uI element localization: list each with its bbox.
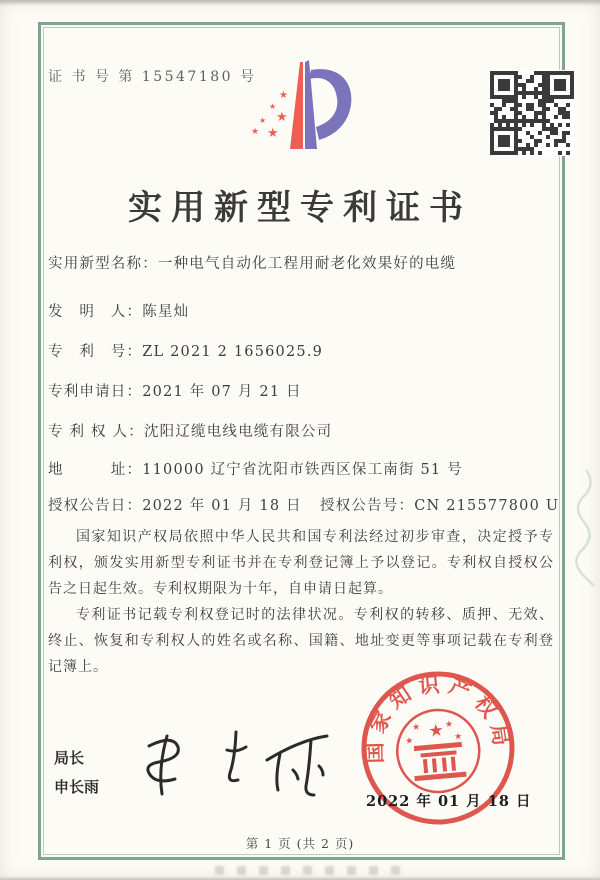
field-utility-model-name (48, 252, 456, 273)
svg-text:★: ★ (444, 719, 454, 731)
logo-red-spike (290, 62, 303, 149)
svg-text:★: ★ (269, 102, 277, 111)
signer-title: 局长 (54, 749, 85, 767)
handwritten-signature (135, 726, 335, 812)
scan-ghost-marks (215, 866, 405, 875)
official-seal (330, 640, 547, 857)
field-label: 专 利 号： (48, 344, 143, 360)
field-address (48, 458, 463, 479)
field-label: 实用新型名称： (48, 256, 158, 272)
svg-text:★: ★ (276, 110, 288, 125)
field-value: 110000 辽宁省沈阳市铁西区保工南街 51 号 (142, 462, 463, 478)
svg-text:★: ★ (259, 116, 267, 125)
scan-edge-top (0, 0, 600, 6)
logo-stars (251, 90, 288, 141)
certificate-number: 证 书 号 第 15547180 号 (48, 69, 257, 85)
cnipa-logo-icon (243, 56, 373, 168)
field-patent-number (48, 340, 323, 361)
svg-text:★: ★ (279, 90, 288, 101)
seal-national-emblem (394, 707, 483, 796)
field-label: 地 址： (48, 462, 143, 478)
field-inventor (48, 300, 189, 321)
svg-text:★: ★ (404, 736, 414, 747)
legal-paragraph-1: 国家知识产权局依照中华人民共和国专利法经过初步审查，决定授予专利权，颁发实用新型专利证书并在专利登记簿上予以登记。专利权自授权公告之日起生效。专利权期限为十年，自申请日起算。 (48, 529, 554, 597)
field-label: 专利申请日： (48, 384, 143, 400)
field-value: 陈星灿 (142, 304, 190, 320)
field-label: 授权公告日： (48, 498, 143, 514)
svg-text:★: ★ (411, 722, 421, 734)
field-label: 专 利 权 人： (48, 424, 144, 440)
svg-text:★: ★ (267, 126, 279, 141)
page-number: 第 1 页 (共 2 页) (245, 836, 355, 851)
legal-paragraph-2: 专利证书记载专利权登记时的法律状况。专利权的转移、质押、无效、终止、恢复和专利权人的姓名或名称、国籍、地址变更等事项记载在专利登记簿上。 (48, 607, 554, 675)
svg-text:★: ★ (453, 731, 463, 743)
field-value: 一种电气自动化工程用耐老化效果好的电缆 (157, 256, 457, 272)
scan-edge-bottom (0, 876, 600, 880)
certificate-title: 实用新型专利证书 (128, 188, 472, 228)
signer-name: 申长雨 (54, 778, 100, 796)
field-label: 发 明 人： (48, 304, 143, 320)
field-label: 授权公告号： (320, 498, 415, 514)
grant-row (48, 494, 560, 515)
qr-code (489, 70, 575, 156)
edge-watermark-pattern (572, 468, 598, 588)
svg-text:★: ★ (427, 720, 445, 742)
field-filing-date (48, 380, 302, 401)
field-value: 沈阳辽缆电线电缆有限公司 (143, 424, 333, 440)
logo-purple-bowl (309, 69, 351, 140)
field-grant-date (48, 498, 302, 514)
seal-text: 国家知识产权局 (361, 671, 516, 764)
field-value: 2021 年 07 月 21 日 (142, 384, 302, 400)
field-grant-number (320, 494, 559, 515)
signer-block (54, 744, 99, 802)
field-value: ZL 2021 2 1656025.9 (142, 344, 324, 360)
seal-date: 2022 年 01 月 18 日 (366, 793, 532, 810)
field-value: CN 215577800 U (414, 498, 560, 514)
svg-text:★: ★ (251, 127, 260, 137)
field-patentee (48, 420, 332, 441)
field-value: 2022 年 01 月 18 日 (142, 498, 302, 514)
